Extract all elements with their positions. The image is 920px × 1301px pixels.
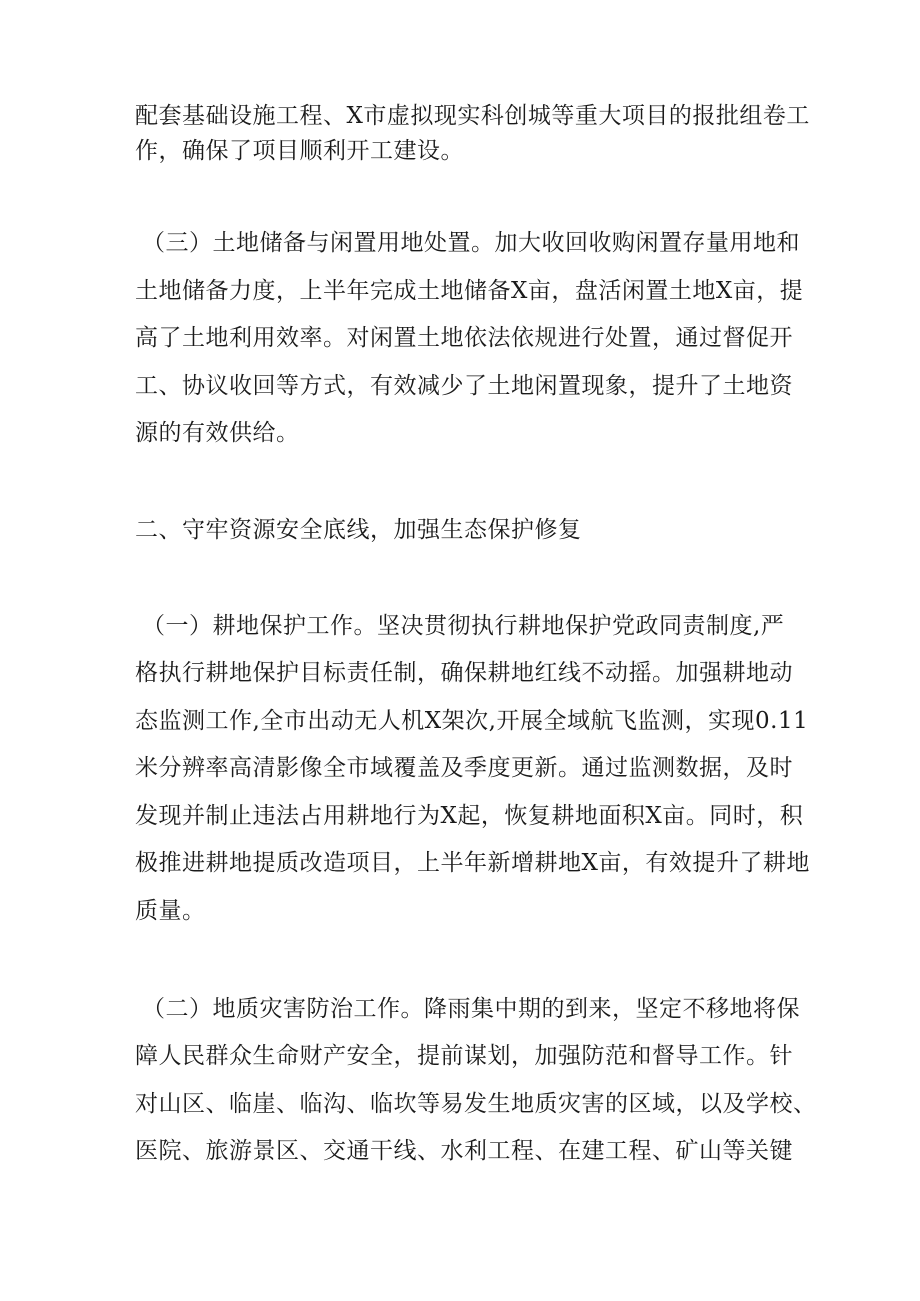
text-line: 土地储备力度，上半年完成土地储备X亩，盘活闲置土地X亩，提 <box>135 278 804 304</box>
text-line: 作，确保了项目顺利开工建设。 <box>135 138 464 164</box>
text-line: 米分辨率高清影像全市域覆盖及季度更新。通过监测数据，及时 <box>135 755 793 781</box>
text-line: 态监测工作,全市出动无人机X架次,开展全域航飞监测，实现0.11 <box>135 708 809 734</box>
heading-text: 二、守牢资源安全底线，加强生态保护修复 <box>135 517 582 543</box>
text-line: （三）土地储备与闲置用地处置。加大收回收购闲置存量用地和 <box>142 230 800 256</box>
text-line: 质量。 <box>135 898 206 924</box>
text-line: 障人民群众生命财产安全，提前谋划，加强防范和督导工作。针 <box>135 1043 793 1069</box>
text-line: 源的有效供给。 <box>135 420 300 446</box>
text-line: 格执行耕地保护目标责任制，确保耕地红线不动摇。加强耕地动 <box>135 660 793 686</box>
text-line: 医院、旅游景区、交通干线、水利工程、在建工程、矿山等关键 <box>135 1138 793 1164</box>
text-line: 发现并制止违法占用耕地行为X起，恢复耕地面积X亩。同时，积 <box>135 803 804 829</box>
text-line: 对山区、临崖、临沟、临坎等易发生地质灾害的区域，以及学校、 <box>135 1091 817 1117</box>
text-line: 极推进耕地提质改造项目，上半年新增耕地X亩，有效提升了耕地 <box>135 850 810 876</box>
text-line: 高了土地利用效率。对闲置土地依法依规进行处置，通过督促开 <box>135 325 793 351</box>
text-line: （一）耕地保护工作。坚决贯彻执行耕地保护党政同责制度,严 <box>142 613 785 639</box>
text-line: （二）地质灾害防治工作。降雨集中期的到来，坚定不移地将保 <box>142 996 800 1022</box>
text-line: 配套基础设施工程、X市虚拟现实科创城等重大项目的报批组卷工 <box>135 103 810 129</box>
text-line: 工、协议收回等方式，有效减少了土地闲置现象，提升了土地资 <box>135 373 793 399</box>
